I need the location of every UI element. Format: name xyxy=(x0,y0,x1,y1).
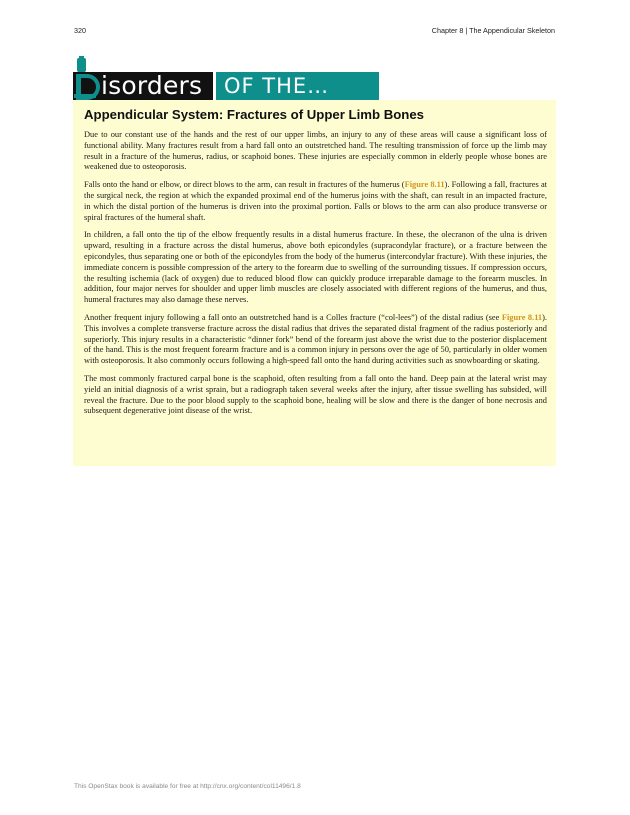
figure-link[interactable]: Figure 8.11 xyxy=(404,180,445,190)
page-number: 320 xyxy=(74,26,86,35)
figure-link[interactable]: Figure 8.11 xyxy=(501,312,543,322)
banner-word: isorders xyxy=(101,71,203,100)
paragraph-4-text-a: Another frequent injury following a fall onto an outstretched hand is a Colles fracture (“col-lees”) of the distal radius (see xyxy=(84,312,502,322)
paragraph-5: The most commonly fractured carpal bone is the scaphoid, often resulting from a fall onto the hand. Deep pain at the lateral wrist may yield an initial diagnosis of a wrist sprain, but a radiograph taken several weeks after the injury, after tissue swelling has subsided, will reveal the fracture. Due to the poor blood supply to the scaphoid bone, healing will be slow and there is the danger of bone necrosis and subsequent degenerative joint disease of the wrist. xyxy=(84,373,547,416)
paragraph-4 xyxy=(84,313,547,367)
banner-of-the: OF THE… xyxy=(224,74,330,98)
paragraph-3: In children, a fall onto the tip of the elbow frequently results in a distal humerus fracture. In these, the olecranon of the ulna is driven upward, resulting in a fracture across the distal humerus, above both epicondyles (supracondylar fracture), or a fracture between the epicondyles, thus separating one or both of the epicondyles from the body of the humerus (intercondylar fracture). With these injuries, the immediate concern is possible compression of the artery to the forearm due to swelling of the surrounding tissues. If compression occurs, the resulting ischemia (lack of oxygen) due to reduced blood flow can quickly produce irreparable damage to the forearm muscles. In addition, four major nerves for shoulder and upper limb muscles are closely associated with different regions of the humerus, and thus, humeral fractures may also damage these nerves. xyxy=(84,230,547,305)
paragraph-2 xyxy=(84,180,547,223)
disorders-feature-box xyxy=(73,100,556,466)
feature-title: Appendicular System: Fractures of Upper Limb Bones xyxy=(84,107,425,122)
page-footer: This OpenStax book is available for free at http://cnx.org/content/col11496/1.8 xyxy=(74,783,301,790)
disorders-banner xyxy=(73,56,379,100)
paragraph-4-text-b: ). This involves a complete transverse fracture across the distal radius that drives the separated distal fragment of the radius posteriorly and superiorly. This injury results in a characteristic “dinner fork” bend of the forearm just above the wrist due to the posterior displacement of the hand. This is the most frequent forearm fracture and is a common injury in persons over the age of 50, particularly in older women with osteoporosis. It also commonly occurs following a high-speed fall onto the hand during activities such as snowboarding or skating. xyxy=(84,312,547,366)
paragraph-1: Due to our constant use of the hands and the rest of our upper limbs, an injury to any of these areas will cause a significant loss of functional ability. Many fractures result from a hard fall onto an outstretched hand. The resulting transmission of force up the limb may result in a fracture of the humerus, radius, or scaphoid bones. These injuries are especially common in elderly people whose bones are weakened due to osteoporosis. xyxy=(84,130,547,172)
chapter-title: Chapter 8 | The Appendicular Skeleton xyxy=(431,26,555,35)
paragraph-2-text-a: Falls onto the hand or elbow, or direct blows to the arm, can result in fractures of the humerus ( xyxy=(84,180,405,190)
paragraph-2-text-b: ). Following a fall, fractures at the surgical neck, the region at which the expanded proximal end of the humerus joins with the shaft, can result in an impacted fracture, in which the distal portion of the humerus is driven into the proximal portion. Falls or blows to the arm can also produce transverse or spiral fractures of the humeral shaft. xyxy=(84,180,547,222)
